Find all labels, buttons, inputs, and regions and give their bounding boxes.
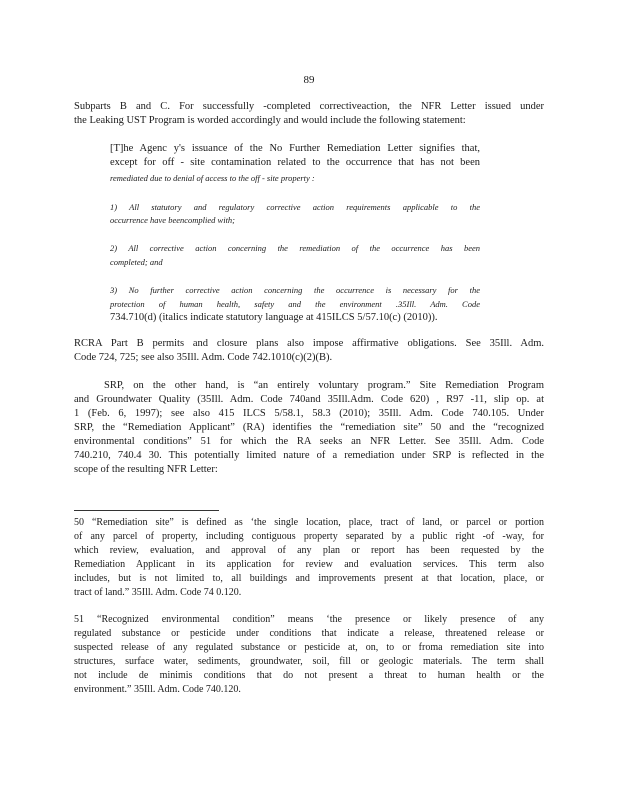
- quote-item-3: protection of human health, safety and the environment .35Ill. Adm. Code: [110, 299, 480, 309]
- footnote-line: includes, but is not limited to, all buildings and improvements present at that location, place, or: [74, 573, 544, 584]
- text-line: 1 (Feb. 6, 1997); see also 415 ILCS 5/58.1, 58.3 (2010); 35Ill. Adm. Code 740.105. Under: [74, 408, 544, 419]
- footnote-line: environment.” 35Ill. Adm. Code 740.120.: [74, 684, 241, 695]
- footnote-line: regulated substance or pesticide under conditions that indicate a release, threatened release or: [74, 628, 544, 639]
- quote-item-3: 734.710(d) (italics indicate statutory language at 415ILCS 5/57.10(c) (2010)).: [110, 312, 438, 323]
- footnote-line: 51 “Recognized environmental condition” means ‘the presence or likely presence of any: [74, 614, 544, 625]
- footnote-line: suspected release of any regulated substance or pesticide at, on, to or froma remediation site into: [74, 642, 544, 653]
- quote-item-2: completed; and: [110, 257, 163, 267]
- text-line: 740.210, 740.4 30. This potentially limited nature of a remediation under SRP is reflected in the: [74, 450, 544, 461]
- text-line: SRP, the “Remediation Applicant” (RA) identifies the “remediation site” 50 and the “recognized: [74, 422, 544, 433]
- quote-line: remediated due to denial of access to the off - site property :: [110, 173, 315, 183]
- footnote-line: which review, evaluation, and approval of any plan or report has been requested by the: [74, 545, 544, 556]
- quote-item-3: 3) No further corrective action concerning the occurrence is necessary for the: [110, 285, 480, 295]
- text-line: Code 724, 725; see also 35Ill. Adm. Code 742.1010(c)(2)(B).: [74, 352, 333, 363]
- text-line: SRP, on the other hand, is “an entirely voluntary program.” Site Remediation Program: [104, 380, 544, 391]
- text-line: Subparts B and C. For successfully -completed correctiveaction, the NFR Letter issued under: [74, 101, 544, 112]
- footnote-line: not include de minimis conditions that do not present a threat to human health or the: [74, 670, 544, 681]
- text-line: and Groundwater Quality (35Ill. Adm. Code 740and 35Ill.Adm. Code 620) , R97 -11, slip op. at: [74, 394, 544, 405]
- text-line: RCRA Part B permits and closure plans also impose affirmative obligations. See 35Ill. Adm.: [74, 338, 544, 349]
- text-line: scope of the resulting NFR Letter:: [74, 464, 218, 475]
- footnote-line: 50 “Remediation site” is defined as ‘the single location, place, tract of land, or parcel or portion: [74, 517, 544, 528]
- page-number: 89: [303, 74, 315, 86]
- quote-item-2: 2) All corrective action concerning the remediation of the occurrence has been: [110, 243, 480, 253]
- text-line: the Leaking UST Program is worded accordingly and would include the following statement:: [74, 115, 466, 126]
- footnote-line: structures, surface water, sediments, groundwater, soil, fill or geologic materials. The term shall: [74, 656, 544, 667]
- text-line: environmental conditions” 51 for which the RA seeks an NFR Letter. See 35Ill. Adm. Code: [74, 436, 544, 447]
- footnote-divider: [74, 510, 219, 511]
- footnote-line: Remediation Applicant in its application for review and evaluation services. This term also: [74, 559, 544, 570]
- footnote-line: of any parcel of property, including contiguous property separated by a public right -of -way, for: [74, 531, 544, 542]
- quote-line: except for off - site contamination related to the occurrence that has not been: [110, 157, 480, 168]
- quote-item-1: 1) All statutory and regulatory corrective action requirements applicable to the: [110, 202, 480, 212]
- quote-line: [T]he Agenc y's issuance of the No Further Remediation Letter signifies that,: [110, 143, 480, 154]
- footnote-line: tract of land.” 35Ill. Adm. Code 74 0.120.: [74, 587, 242, 598]
- quote-item-1: occurrence have beencomplied with;: [110, 215, 236, 225]
